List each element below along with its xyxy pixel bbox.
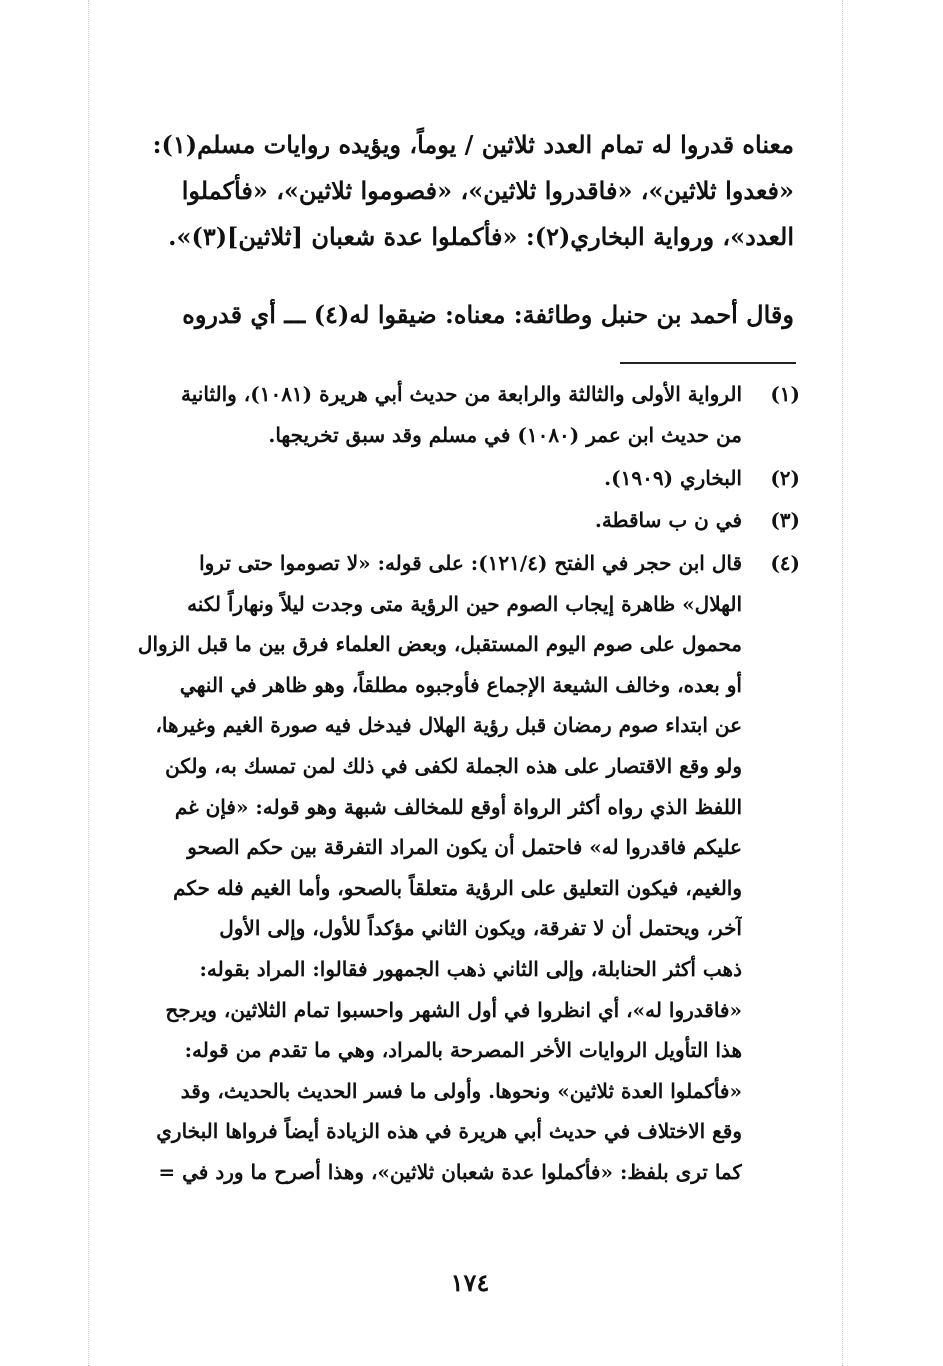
main-text bbox=[128, 122, 794, 260]
footnote-number: (٣) bbox=[770, 508, 800, 532]
footnote-line: والغيم، فيكون التعليق على الرؤية متعلقاً بالصحو، وأما الغيم فله حكم bbox=[173, 875, 742, 900]
footnote-line: اللفظ الذي رواه أكثر الرواة أوقع للمخالف شبهة وهو قوله: «فإن غم bbox=[174, 794, 742, 819]
footnote-2 bbox=[120, 458, 800, 499]
footnote-line: كما ترى بلفظ: «فأكملوا عدة شعبان ثلاثين»، وهذا أصرح ما ورد في = bbox=[158, 1159, 742, 1184]
main-text-line: العدد»، ورواية البخاري(٢): «فأكملوا عدة شعبان [ثلاثين](٣)». bbox=[168, 222, 794, 251]
footnote-line: الرواية الأولى والثالثة والرابعة من حديث أبي هريرة (١٠٨١)، والثانية bbox=[181, 382, 742, 406]
footnote-line: آخر، ويحتمل أن لا تفرقة، ويكون الثاني مؤكداً للأول، وإلى الأول bbox=[219, 916, 742, 941]
footnote-line: من حديث ابن عمر (١٠٨٠) في مسلم وقد سبق تخريجها. bbox=[268, 422, 742, 447]
footnote-number: (٢) bbox=[770, 466, 800, 490]
footnote-separator bbox=[620, 362, 796, 364]
footnote-line: وقع الاختلاف في حديث أبي هريرة في هذه الزيادة أيضاً فرواها البخاري bbox=[156, 1119, 742, 1144]
footnote-line: هذا التأويل الروايات الأخر المصرحة بالمراد، وهي ما تقدم من قوله: bbox=[184, 1038, 742, 1063]
footnote-line: ذهب أكثر الحنابلة، وإلى الثاني ذهب الجمهور فقالوا: المراد بقوله: bbox=[199, 956, 742, 981]
main-text-line: «فعدوا ثلاثين»، «فاقدروا ثلاثين»، «فصوموا ثلاثين»، «فأكملوا bbox=[181, 176, 794, 205]
footnote-1 bbox=[120, 374, 800, 455]
main-text-paragraph bbox=[128, 292, 794, 338]
footnote-line: «فأكملوا العدة ثلاثين» ونحوها. وأولى ما فسر الحديث بالحديث، وقد bbox=[180, 1078, 742, 1103]
scan-margin-dots bbox=[842, 0, 844, 1366]
footnote-line: محمول على صوم اليوم المستقبل، وبعض العلماء فرق بين ما قبل الزوال bbox=[137, 632, 742, 657]
footnote-line: عليكم فاقدروا له» فاحتمل أن يكون المراد التفرقة بين حكم الصحو bbox=[187, 835, 742, 860]
footnote-line: الهلال» ظاهرة إيجاب الصوم حين الرؤية متى وجدت ليلاً ونهاراً لكنه bbox=[187, 591, 742, 616]
footnote-number: (٤) bbox=[770, 551, 800, 575]
footnote-line: قال ابن حجر في الفتح (١٢١/٤): على قوله: «لا تصوموا حتى تروا bbox=[199, 551, 742, 575]
footnote-line: أو بعده، وخالف الشيعة الإجماع فأوجبوه مطلقاً، وهو ظاهر في النهي bbox=[179, 672, 742, 697]
scan-margin-dots bbox=[88, 0, 90, 1366]
footnote-4 bbox=[120, 543, 800, 1193]
main-text-line: معناه قدروا له تمام العدد ثلاثين / يوماً، ويؤيده روايات مسلم(١): bbox=[152, 130, 794, 159]
footnote-line: «فاقدروا له»، أي انظروا في أول الشهر واحسبوا تمام الثلاثين، ويرجح bbox=[165, 997, 742, 1022]
footnote-line: البخاري (١٩٠٩). bbox=[604, 466, 742, 490]
footnote-number: (١) bbox=[770, 382, 800, 406]
main-text-line: وقال أحمد بن حنبل وطائفة: معناه: ضيقوا له(٤) ـــ أي قدروه bbox=[182, 300, 794, 329]
page-number: ١٧٤ bbox=[450, 1268, 490, 1297]
footnote-3 bbox=[120, 500, 800, 541]
footnote-line: في ن ب ساقطة. bbox=[594, 508, 742, 532]
footnote-line: عن ابتداء صوم رمضان قبل رؤية الهلال فيدخل فيه صورة الغيم وغيرها، bbox=[155, 713, 742, 738]
footnote-line: ولو وقع الاقتصار على هذه الجملة لكفى في ذلك لمن تمسك به، ولكن bbox=[165, 753, 742, 778]
